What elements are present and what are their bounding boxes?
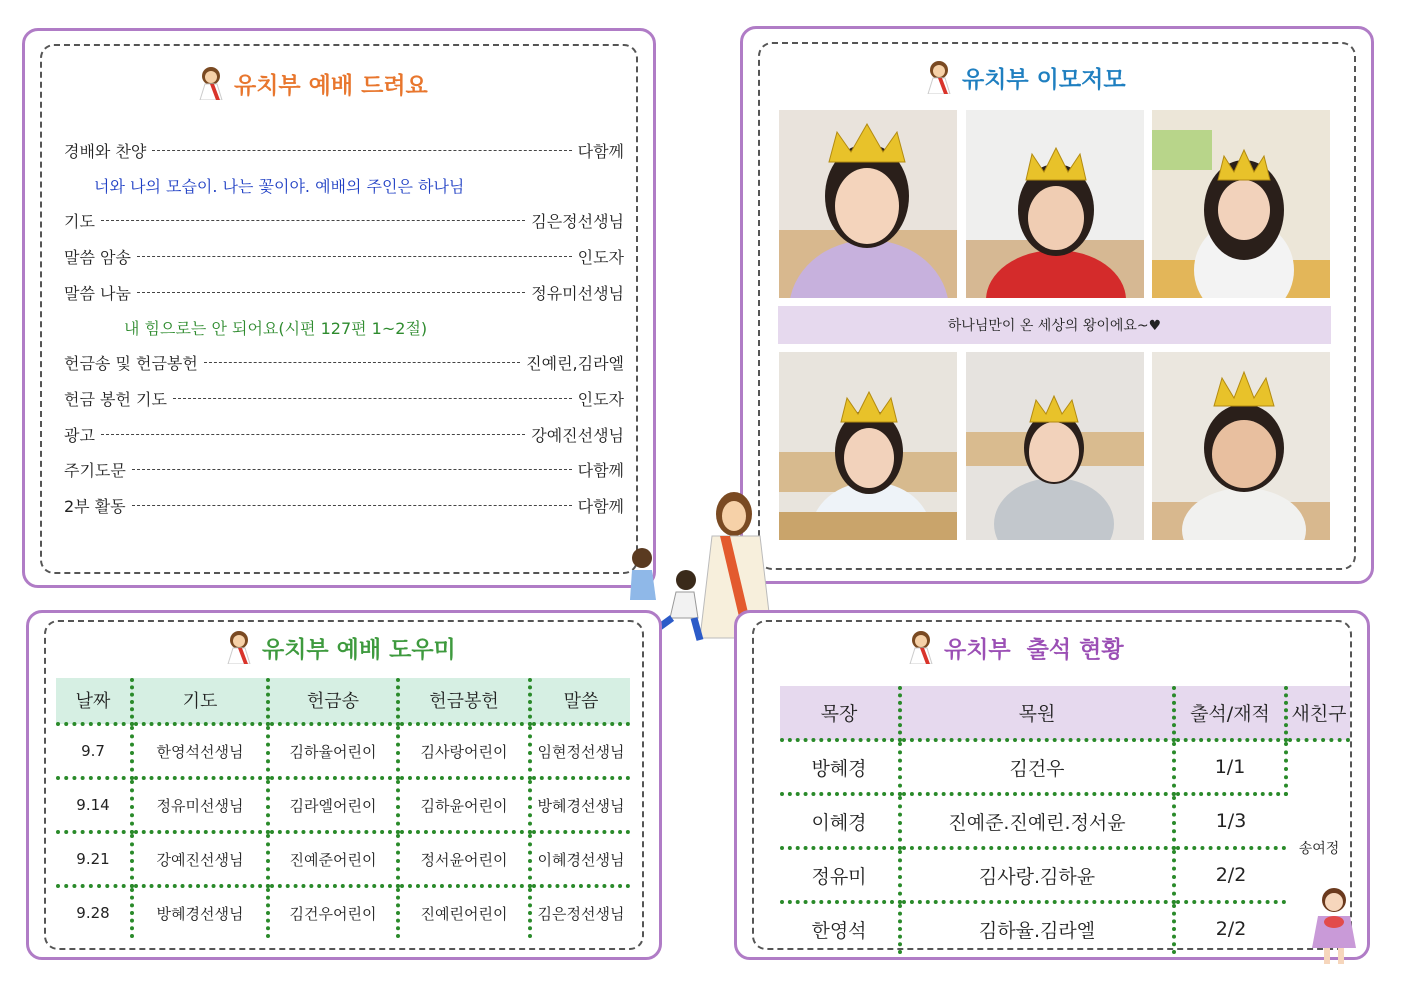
column-header: 헌금봉헌	[398, 678, 530, 724]
table-cell: 정서윤어린이	[398, 832, 530, 886]
table-cell: 9.28	[56, 886, 132, 938]
column-header: 출석/재적	[1174, 686, 1286, 740]
program-label: 광고	[64, 425, 95, 445]
program-row	[64, 386, 624, 410]
table-row	[780, 740, 1350, 794]
column-header: 목원	[900, 686, 1174, 740]
table-cell: 2/2	[1215, 918, 1247, 940]
worship-program-title	[196, 66, 428, 100]
photo-caption: 하나님만이 온 세상의 왕이에요~♥	[778, 306, 1331, 344]
table-cell: 1/3	[1174, 794, 1286, 848]
helpers-table	[56, 678, 630, 938]
jesus-icon	[224, 630, 254, 664]
title-text: 유치부 출석 현황	[944, 636, 1124, 663]
table-cell: 9.14	[56, 778, 132, 832]
table-cell: 9.21	[56, 832, 132, 886]
program-label: 2부 활동	[64, 496, 126, 516]
table-cell: 이혜경	[780, 794, 900, 848]
photos-title	[924, 60, 1126, 94]
table-cell: 김건우어린이	[268, 886, 398, 938]
table-row	[56, 832, 630, 886]
table-header-row	[780, 686, 1350, 740]
program-leader: 다함께	[577, 141, 624, 161]
title-text: 유치부 예배 도우미	[262, 636, 456, 663]
table-cell: 방혜경선생님	[530, 778, 630, 832]
photo-child-crown	[779, 110, 957, 298]
attendance-title	[906, 630, 1124, 664]
program-label: 기도	[64, 211, 95, 231]
photo-child-crown	[1152, 110, 1330, 298]
program-row	[64, 457, 624, 481]
jesus-icon	[924, 60, 954, 94]
table-cell: 강예진선생님	[132, 832, 268, 886]
table-cell: 방혜경	[780, 740, 900, 794]
title-text: 유치부 이모저모	[962, 66, 1126, 93]
table-row	[780, 902, 1350, 954]
table-row	[780, 848, 1350, 902]
table-cell: 2/2	[1174, 848, 1286, 902]
table-row	[780, 794, 1350, 848]
table-header-row	[56, 678, 630, 724]
program-leader: 인도자	[577, 247, 624, 267]
program-label: 헌금 봉헌 기도	[64, 389, 167, 409]
program-leader: 다함께	[577, 460, 624, 480]
table-row	[56, 886, 630, 938]
table-cell: 김건우	[900, 740, 1174, 794]
table-cell: 김라엘어린이	[268, 778, 398, 832]
table-row	[56, 724, 630, 778]
title-text: 유치부 예배 드려요	[234, 72, 428, 99]
girl-illustration	[1304, 886, 1364, 970]
program-leader: 다함께	[577, 496, 624, 516]
table-cell: 1/1	[1174, 740, 1286, 794]
column-header: 말씀	[530, 678, 630, 724]
program-row	[64, 138, 624, 162]
column-header: 기도	[132, 678, 268, 724]
program-label: 경배와 찬양	[64, 141, 147, 161]
photo-child-crown	[966, 110, 1144, 298]
program-label: 말씀 나눔	[64, 283, 131, 303]
table-cell: 김하윤어린이	[398, 778, 530, 832]
table-cell: 김하율어린이	[268, 724, 398, 778]
program-leader: 정유미선생님	[531, 283, 624, 303]
table-cell: 이혜경선생님	[530, 832, 630, 886]
program-row	[64, 280, 624, 304]
program-label: 말씀 암송	[64, 247, 131, 267]
jesus-icon	[906, 630, 936, 664]
column-header: 목장	[780, 686, 900, 740]
program-leader: 강예진선생님	[531, 425, 624, 445]
table-cell: 정유미	[780, 848, 900, 902]
program-label: 헌금송 및 헌금봉헌	[64, 353, 198, 373]
program-leader: 인도자	[577, 389, 624, 409]
column-header: 헌금송	[268, 678, 398, 724]
table-cell: 김은정선생님	[537, 904, 625, 923]
verse-note: 내 힘으로는 안 되어요(시편 127편 1~2절)	[124, 319, 428, 338]
program-leader: 진예린,김라엘	[526, 353, 624, 373]
table-cell: 김사랑.김하윤	[900, 848, 1174, 902]
program-row	[64, 493, 624, 517]
program-row	[64, 350, 624, 374]
table-cell: 9.7	[56, 724, 132, 778]
column-header: 새친구	[1286, 686, 1350, 740]
column-header: 날짜	[56, 678, 132, 724]
program-label: 주기도문	[64, 460, 126, 480]
table-cell: 진예린어린이	[398, 886, 530, 938]
table-cell: 한영석선생님	[132, 724, 268, 778]
table-cell: 김사랑어린이	[398, 724, 530, 778]
new-friend-cell: 송여정	[1298, 841, 1340, 857]
jesus-icon	[196, 66, 226, 100]
table-cell: 한영석	[780, 902, 900, 954]
table-row	[56, 778, 630, 832]
helpers-title	[224, 630, 456, 664]
program-row	[64, 422, 624, 446]
photo-child-crown	[779, 352, 957, 540]
program-row	[64, 244, 624, 268]
table-cell: 정유미선생님	[132, 778, 268, 832]
table-cell: 임현정선생님	[530, 724, 630, 778]
table-cell: 김하율.김라엘	[900, 902, 1174, 954]
photo-child-crown	[966, 352, 1144, 540]
photo-child-crown	[1152, 352, 1330, 540]
program-leader: 김은정선생님	[531, 211, 624, 231]
table-cell: 방혜경선생님	[132, 886, 268, 938]
table-cell: 진예준어린이	[268, 832, 398, 886]
program-row	[64, 208, 624, 232]
table-cell: 진예준.진예린.정서윤	[900, 794, 1174, 848]
songs-note: 너와 나의 모습이. 나는 꽃이야. 예배의 주인은 하나님	[94, 177, 465, 196]
attendance-table	[780, 686, 1350, 954]
